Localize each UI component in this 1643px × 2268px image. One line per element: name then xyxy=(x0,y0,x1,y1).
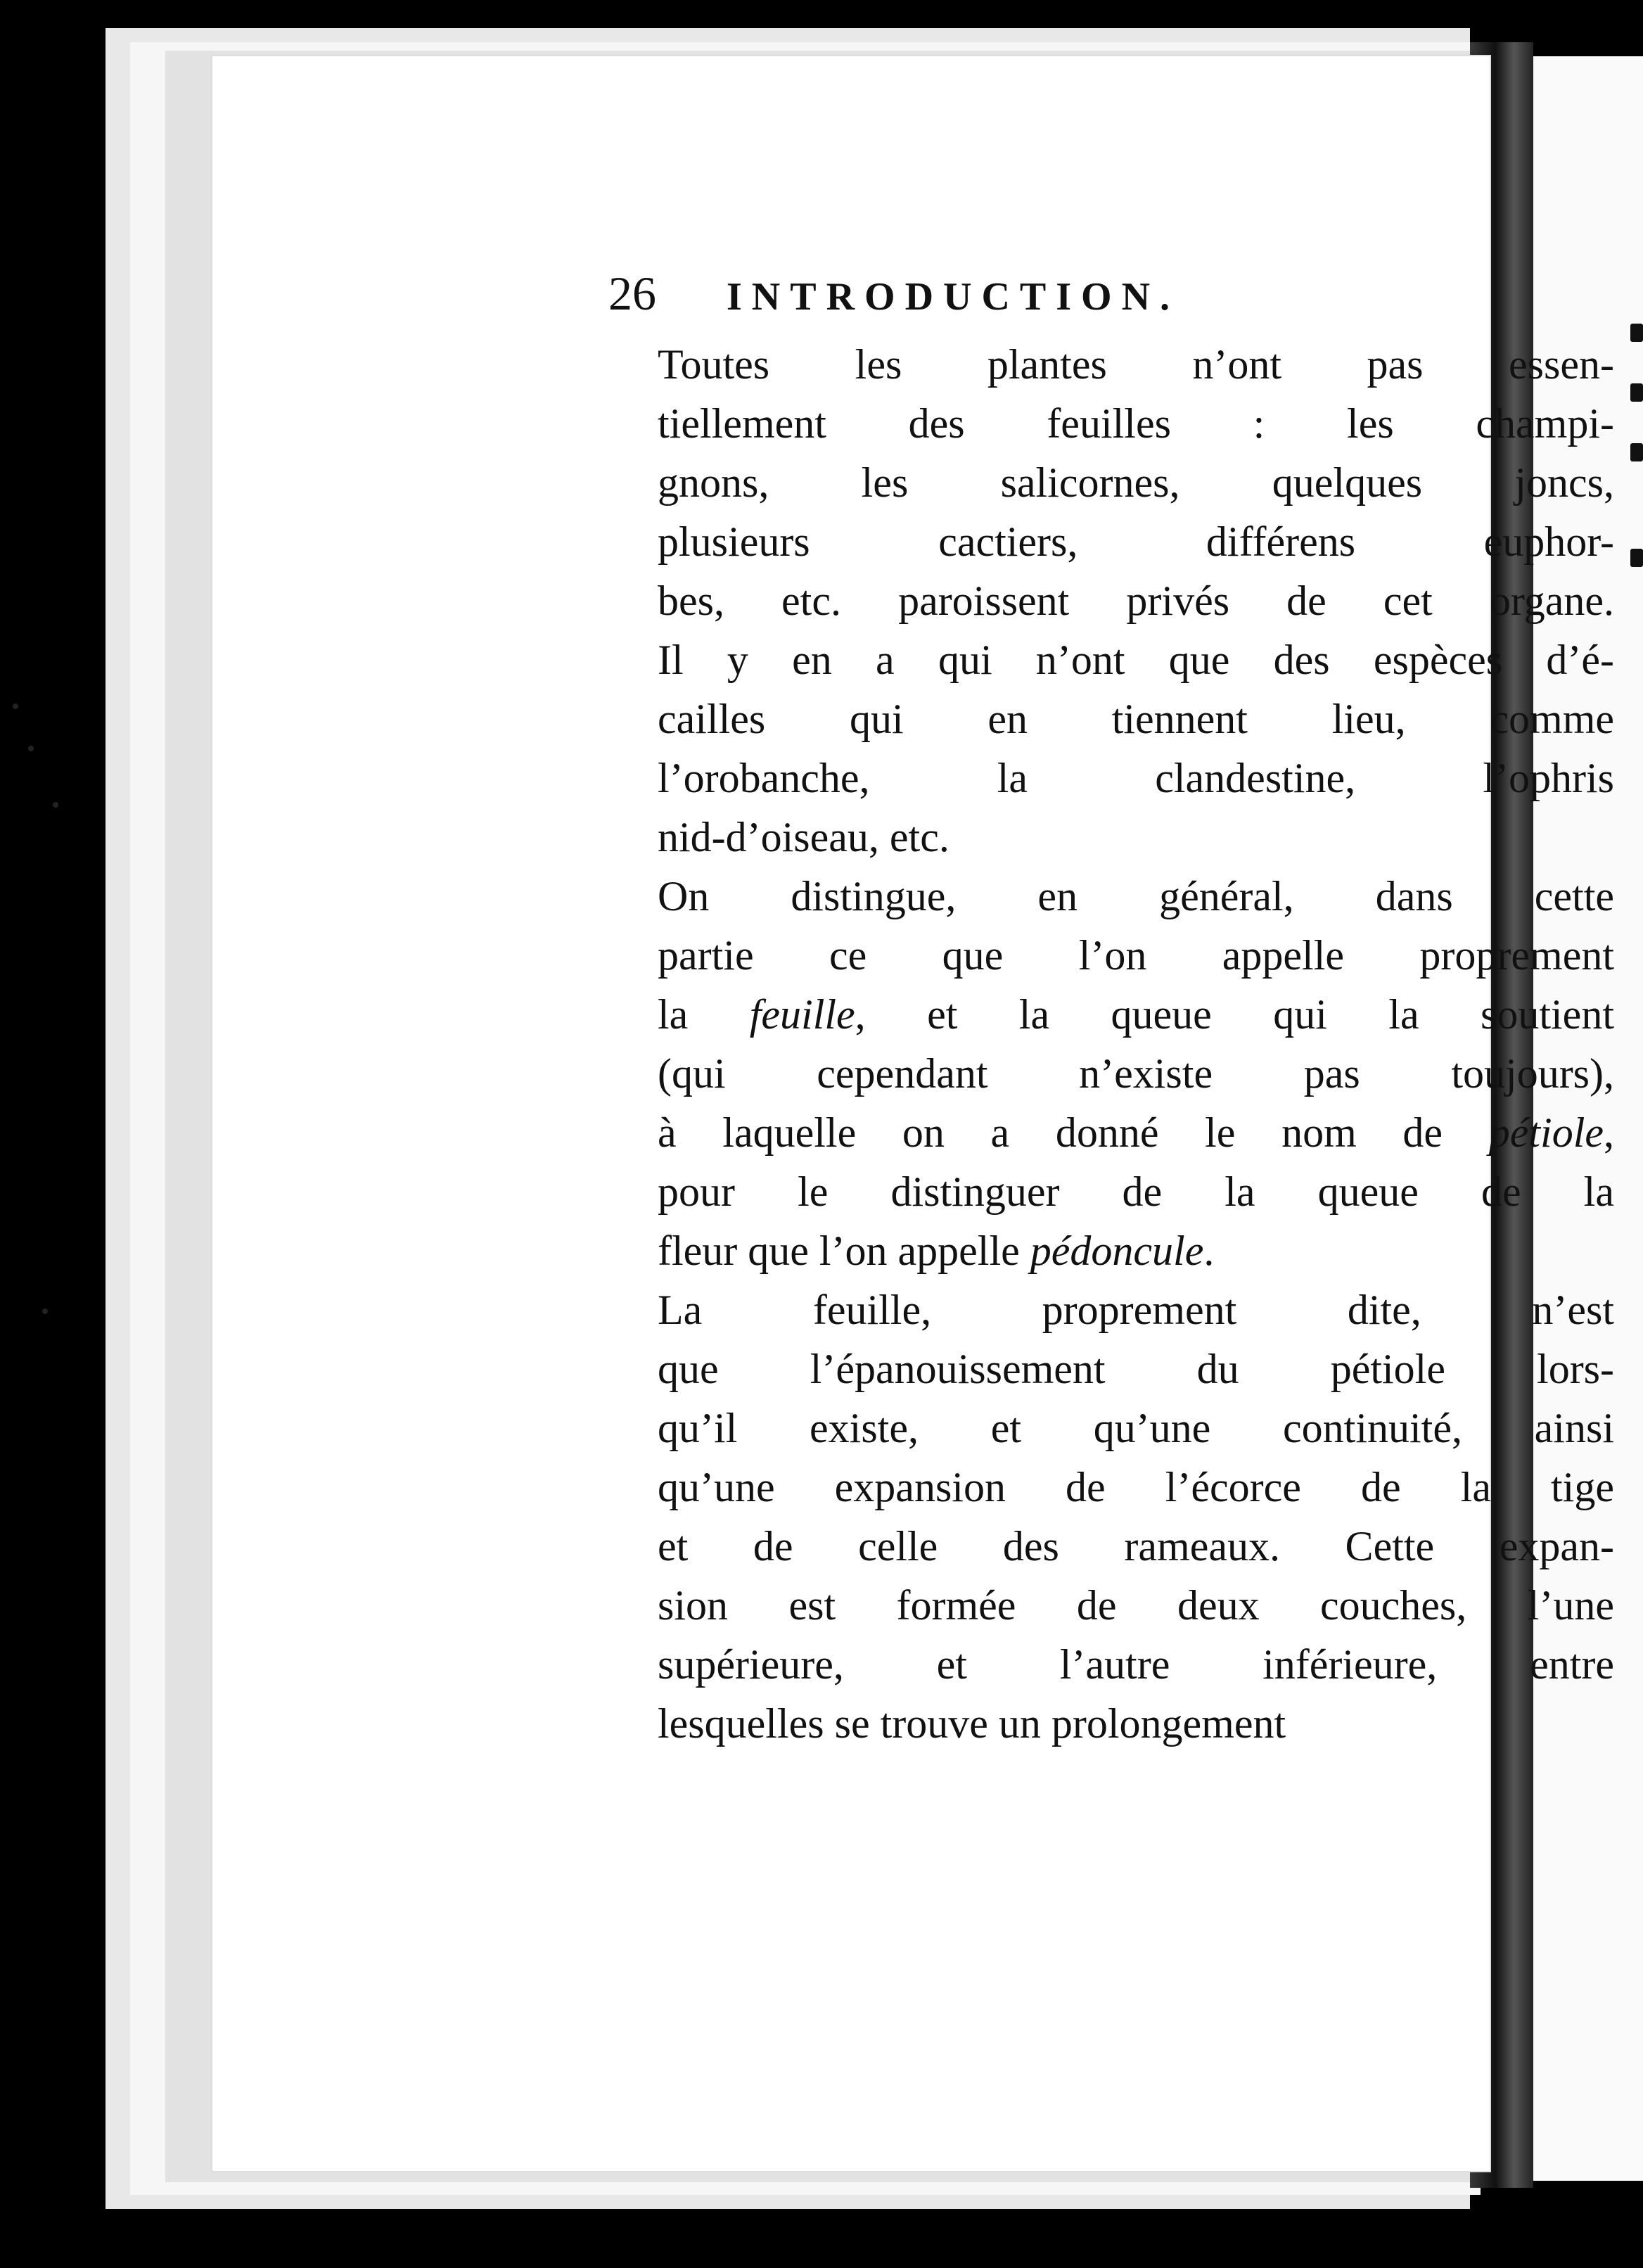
text-line: nid-d’oiseau, etc. xyxy=(658,814,950,860)
scan-speck xyxy=(53,802,58,808)
scan-speck xyxy=(13,703,18,709)
text-line: qu’une expansion de l’écorce de la tige xyxy=(658,1464,1614,1510)
running-title: INTRODUCTION. xyxy=(727,275,1180,319)
text-line: Il y en a qui n’ont que des espèces d’é- xyxy=(658,637,1614,683)
body-text xyxy=(608,335,1614,1753)
paragraph-2 xyxy=(608,867,1614,1280)
text-line: pour le distinguer de la queue de la xyxy=(658,1168,1614,1215)
text-line: que l’épanouissement du pétiole lors- xyxy=(658,1346,1614,1392)
facing-page-glyph xyxy=(1630,324,1643,342)
text-line: cailles qui en tiennent lieu, comme xyxy=(658,696,1614,742)
text-line: (qui cependant n’existe pas toujours), xyxy=(658,1050,1614,1097)
book-page xyxy=(211,55,1614,2172)
running-head xyxy=(608,266,1614,343)
text-line: gnons, les salicornes, quelques joncs, xyxy=(658,459,1614,506)
text-line: l’orobanche, la clandestine, l’ophris xyxy=(658,755,1614,801)
paragraph-1 xyxy=(608,335,1614,867)
scan-speck xyxy=(28,746,34,751)
scan-speck xyxy=(42,1308,48,1314)
text-line: Toutes les plantes n’ont pas essen- xyxy=(658,341,1614,388)
page-content xyxy=(608,266,1614,1753)
text-line: à laquelle on a donné le nom de pétiole, xyxy=(658,1109,1614,1156)
text-line: partie ce que l’on appelle proprement xyxy=(658,932,1614,979)
text-line: sion est formée de deux couches, l’une xyxy=(658,1582,1614,1629)
text-line: qu’il existe, et qu’une continuité, ainsi xyxy=(658,1405,1614,1451)
text-line: La feuille, proprement dite, n’est xyxy=(658,1287,1614,1333)
facing-page-glyph xyxy=(1630,549,1643,567)
text-line: bes, etc. paroissent privés de cet organe. xyxy=(658,578,1614,624)
page-number: 26 xyxy=(608,267,656,320)
facing-page-glyph xyxy=(1630,383,1643,402)
text-line: tiellement des feuilles : les champi- xyxy=(658,400,1614,447)
text-line: fleur que l’on appelle pédoncule. xyxy=(658,1228,1215,1274)
paragraph-3 xyxy=(608,1280,1614,1753)
text-line: plusieurs cactiers, différens euphor- xyxy=(658,518,1614,565)
text-line: supérieure, et l’autre inférieure, entre xyxy=(658,1641,1614,1688)
text-line: On distingue, en général, dans cette xyxy=(658,873,1614,919)
text-line: et de celle des rameaux. Cette expan- xyxy=(658,1523,1614,1569)
text-line: la feuille, et la queue qui la soutient xyxy=(658,991,1614,1038)
facing-page-glyph xyxy=(1630,443,1643,461)
text-line: lesquelles se trouve un prolongement xyxy=(658,1700,1286,1747)
